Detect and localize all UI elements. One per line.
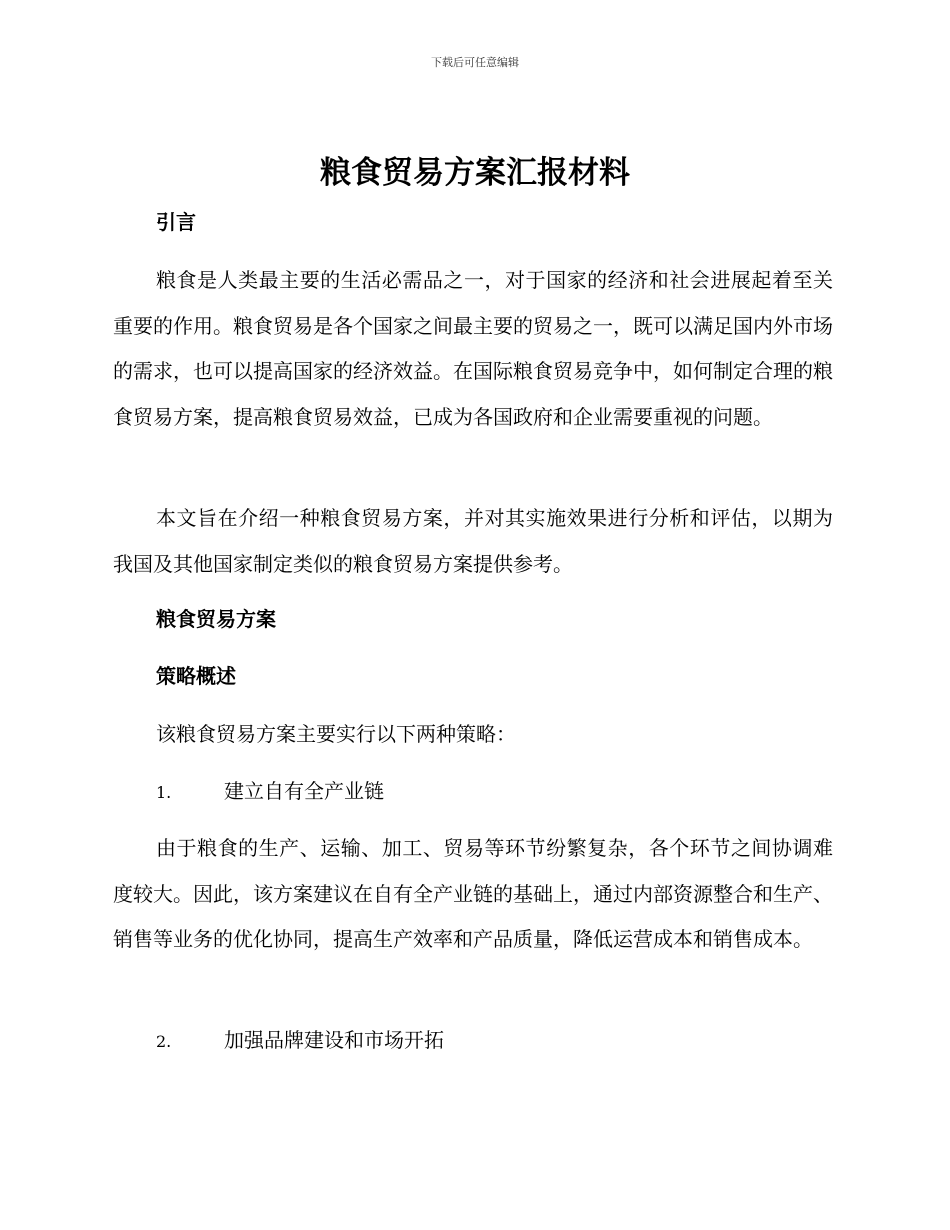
plan-heading: 粮食贸易方案 bbox=[156, 607, 276, 631]
strategy-item-1-label: 建立自有全产业链 bbox=[224, 779, 384, 803]
strategy-overview-heading: 策略概述 bbox=[156, 664, 236, 688]
strategy-lead-text: 该粮食贸易方案主要实行以下两种策略： bbox=[156, 722, 516, 746]
document-title: 粮食贸易方案汇报材料 bbox=[320, 155, 630, 191]
strategy-item-1-description: 由于粮食的生产、运输、加工、贸易等环节纷繁复杂，各个环节之间协调难度较大。因此，该方案建议在自有全产业链的基础上，通过内部资源整合和生产、销售等业务的优化协同，提高生产效率和产品质量，降低运营成本和销售成本。 bbox=[113, 836, 833, 951]
intro-paragraph-2: 本文旨在介绍一种粮食贸易方案，并对其实施效果进行分析和评估，以期为我国及其他国家制定类似的粮食贸易方案提供参考。 bbox=[113, 506, 833, 576]
header-note: 下载后可任意编辑 bbox=[431, 56, 519, 69]
strategy-item-1 bbox=[156, 777, 384, 807]
strategy-item-1-number: 1. bbox=[156, 783, 172, 802]
strategy-item-2 bbox=[156, 1026, 444, 1056]
strategy-item-2-label: 加强品牌建设和市场开拓 bbox=[224, 1028, 444, 1052]
intro-heading: 引言 bbox=[156, 210, 196, 234]
intro-paragraph-1: 粮食是人类最主要的生活必需品之一，对于国家的经济和社会进展起着至关重要的作用。粮食贸易是各个国家之间最主要的贸易之一，既可以满足国内外市场的需求，也可以提高国家的经济效益。在国际粮食贸易竞争中，如何制定合理的粮食贸易方案，提高粮食贸易效益，已成为各国政府和企业需要重视的问题。 bbox=[113, 268, 833, 429]
strategy-item-2-number: 2. bbox=[156, 1032, 172, 1051]
